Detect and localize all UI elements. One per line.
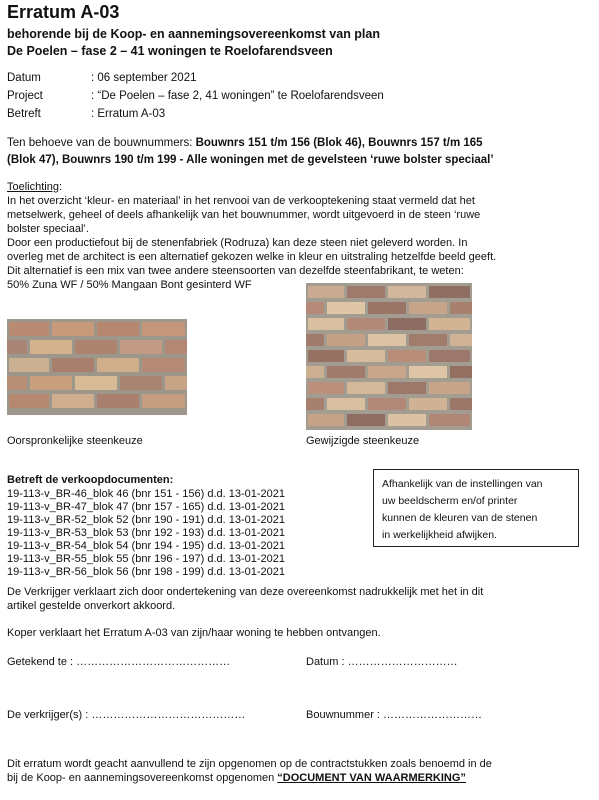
meta-date-label: Datum <box>7 72 41 84</box>
scope-lots-2: (Blok 47), Bouwnrs 190 t/m 199 - Alle woningen met de gevelsteen ‘ruwe bolster speciaal’ <box>7 154 494 166</box>
buyer-signature-field[interactable]: De verkrijger(s) : …………………………………… <box>7 709 246 721</box>
explanation-line: In het overzicht ‘kleur- en materiaal’ in het renvooi van de verkooptekening staat vermeld dat het <box>7 195 475 207</box>
signed-at-field[interactable]: Getekend te : …………………………………… <box>7 656 231 668</box>
document-item: 19-113-v_BR-56_blok 56 (bnr 198 - 199) d.d. 13-01-2021 <box>7 566 286 578</box>
explanation-line: overleg met de architect is een alternatief gekozen welke in kleur en uitstraling hetzelfde beeld geeft. <box>7 251 497 263</box>
document-item: 19-113-v_BR-53_blok 53 (bnr 192 - 193) d.d. 13-01-2021 <box>7 527 286 539</box>
document-of-certification: “DOCUMENT VAN WAARMERKING” <box>277 772 466 784</box>
meta-subject-label: Betreft <box>7 108 41 120</box>
meta-project-label: Project <box>7 90 43 102</box>
footer-line-prefix: bij de Koop- en aannemingsovereenkomst opgenomen <box>7 772 278 784</box>
footer-paragraph <box>7 757 592 785</box>
explanation-line: Door een productiefout bij de stenenfabriek (Rodruza) kan deze steen niet geleverd worden. In <box>7 237 468 249</box>
receipt-statement: Koper verklaart het Erratum A-03 van zijn/haar woning te hebben ontvangen. <box>7 627 381 639</box>
explanation-line: bolster speciaal’. <box>7 223 89 235</box>
scope-prefix: Ten behoeve van de bouwnummers: <box>7 137 196 149</box>
explanation-line: Dit alternatief is een mix van twee andere steensoorten van dezelfde steenfabrikant, te weten: <box>7 265 464 277</box>
page-title: Erratum A-03 <box>7 2 120 22</box>
disclaimer-line: uw beeldscherm en/of printer <box>382 495 518 507</box>
declaration-line: artikel gestelde onverkort akkoord. <box>7 600 176 612</box>
disclaimer-line: Afhankelijk van de instellingen van <box>382 478 543 490</box>
documents-section <box>7 474 285 579</box>
documents-heading: Betreft de verkoopdocumenten: <box>7 474 174 486</box>
lot-number-field[interactable]: Bouwnummer : ……………………… <box>306 709 483 721</box>
color-disclaimer-box <box>373 469 579 547</box>
meta-date <box>7 72 197 84</box>
original-brick-photo <box>7 319 187 415</box>
meta-project-value: : “De Poelen – fase 2, 41 woningen” te Roelofarendsveen <box>91 90 384 102</box>
meta-subject-value: : Erratum A-03 <box>91 108 166 120</box>
scope-paragraph <box>7 135 597 169</box>
explanation-line: 50% Zuna WF / 50% Mangaan Bont gesinterd WF <box>7 279 252 291</box>
document-item: 19-113-v_BR-54_blok 54 (bnr 194 - 195) d.d. 13-01-2021 <box>7 540 286 552</box>
scope-lots-1: Bouwnrs 151 t/m 156 (Blok 46), Bouwnrs 157 t/m 165 <box>195 137 483 149</box>
changed-caption: Gewijzigde steenkeuze <box>306 435 420 447</box>
document-item: 19-113-v_BR-55_blok 55 (bnr 196 - 197) d.d. 13-01-2021 <box>7 553 286 565</box>
disclaimer-line: in werkelijkheid afwijken. <box>382 529 497 541</box>
document-item: 19-113-v_BR-47_blok 47 (bnr 157 - 165) d.d. 13-01-2021 <box>7 501 286 513</box>
meta-subject <box>7 108 165 120</box>
meta-project <box>7 90 384 102</box>
declaration-line: De Verkrijger verklaart zich door ondertekening van deze overeenkomst nadrukkelijk met het in dit <box>7 586 484 598</box>
declaration-paragraph <box>7 585 567 613</box>
subtitle-project: De Poelen – fase 2 – 41 woningen te Roelofarendsveen <box>7 44 333 58</box>
explanation-section: Toelichting: In het overzicht ‘kleur- en materiaal’ in het renvooi van de verkooptekening staat vermeld dat het metselwerk, geheel of deels afhankelijk van het bouwnummer, wordt uitgevoerd in de steen ‘ruwe bolster speciaal’. Door een productiefout bij de stenenfabriek (Rodruza) kan deze steen niet geleverd worden. In overleg met de architect is een alternatief gekozen welke in kleur en uitstraling hetzelfde beeld geeft. Dit alternatief is een mix van twee andere steensoorten van dezelfde steenfabrikant, te weten: 50% Zuna WF / 50% Mangaan Bont gesinterd WF <box>7 180 567 292</box>
original-caption: Oorspronkelijke steenkeuze <box>7 435 143 447</box>
footer-line: Dit erratum wordt geacht aanvullend te zijn opgenomen op de contractstukken zoals benoemd in de <box>7 758 492 770</box>
changed-brick-photo <box>306 283 472 430</box>
explanation-heading: Toelichting <box>7 181 59 193</box>
subtitle-agreement: behorende bij de Koop- en aannemingsovereenkomst van plan <box>7 27 380 41</box>
document-item: 19-113-v_BR-46_blok 46 (bnr 151 - 156) d.d. 13-01-2021 <box>7 488 286 500</box>
document-item: 19-113-v_BR-52_blok 52 (bnr 190 - 191) d.d. 13-01-2021 <box>7 514 286 526</box>
meta-date-value: : 06 september 2021 <box>91 72 197 84</box>
disclaimer-line: kunnen de kleuren van de stenen <box>382 512 538 524</box>
explanation-line: metselwerk, geheel of deels afhankelijk van het bouwnummer, wordt uitgevoerd in de steen ‘ruwe <box>7 209 481 221</box>
date-field[interactable]: Datum : ………………………… <box>306 656 458 668</box>
